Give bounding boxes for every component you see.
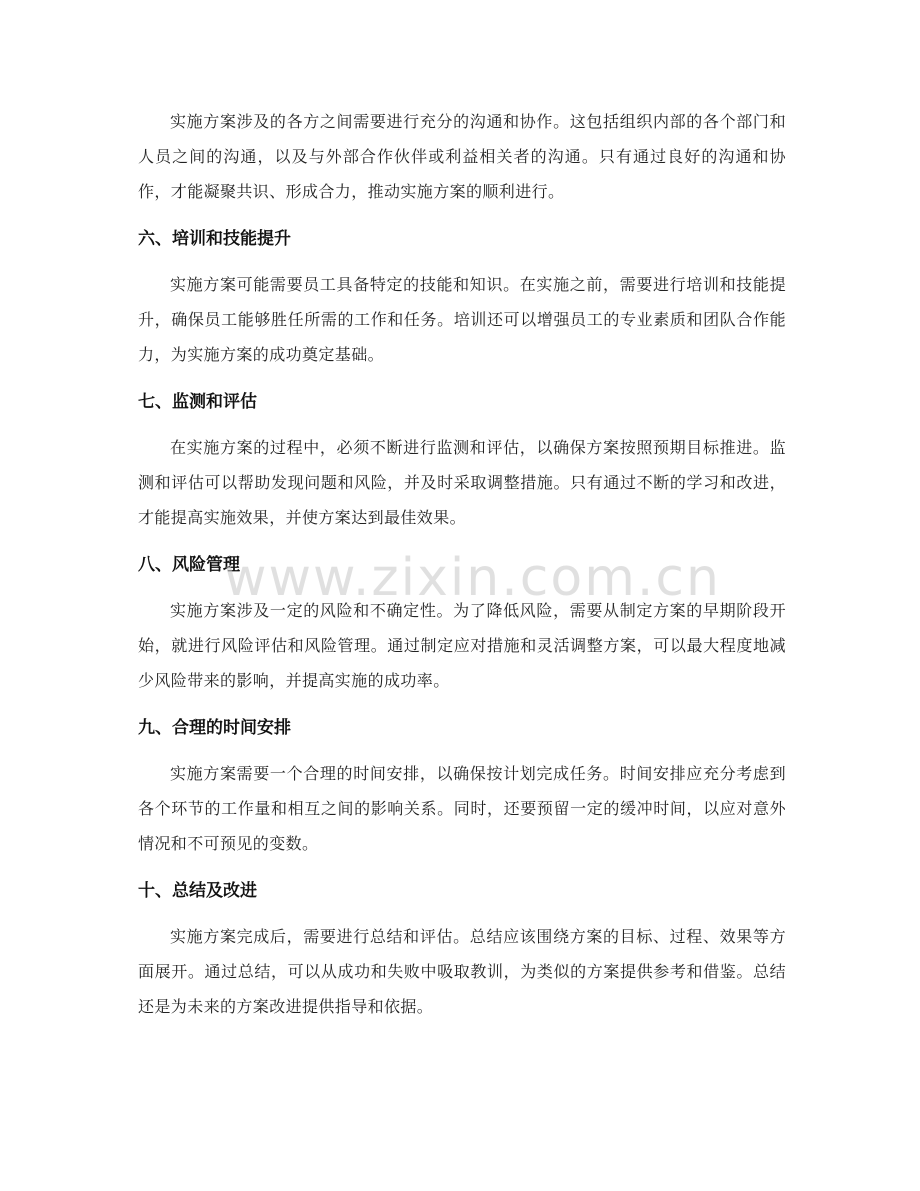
section-paragraph: 实施方案可能需要员工具备特定的技能和知识。在实施之前，需要进行培训和技能提升，确保员工能够胜任所需的工作和任务。培训还可以增强员工的专业素质和团队合作能力，为实施方案的成功奠定基础。 [138, 275, 786, 364]
section-heading: 九、合理的时间安排 [138, 718, 291, 738]
intro-paragraph: 实施方案涉及的各方之间需要进行充分的沟通和协作。这包括组织内部的各个部门和人员之间的沟通，以及与外部合作伙伴或利益相关者的沟通。只有通过良好的沟通和协作，才能凝聚共识、形成合力，推动实施方案的顺利进行。 [138, 112, 786, 201]
section-paragraph: 在实施方案的过程中，必须不断进行监测和评估，以确保方案按照预期目标推进。监测和评估可以帮助发现问题和风险，并及时采取调整措施。只有通过不断的学习和改进，才能提高实施效果，并使方案达到最佳效果。 [138, 438, 786, 527]
section-training [138, 225, 786, 372]
section-heading: 六、培训和技能提升 [138, 229, 291, 249]
section-heading: 八、风险管理 [138, 555, 240, 575]
section-schedule [138, 714, 786, 861]
section-paragraph: 实施方案完成后，需要进行总结和评估。总结应该围绕方案的目标、过程、效果等方面展开。通过总结，可以从成功和失败中吸取教训，为类似的方案提供参考和借鉴。总结还是为未来的方案改进提供指导和依据。 [138, 927, 786, 1016]
section-paragraph: 实施方案需要一个合理的时间安排，以确保按计划完成任务。时间安排应充分考虑到各个环节的工作量和相互之间的影响关系。同时，还要预留一定的缓冲时间，以应对意外情况和不可预见的变数。 [138, 764, 786, 853]
section-paragraph: 实施方案涉及一定的风险和不确定性。为了降低风险，需要从制定方案的早期阶段开始，就进行风险评估和风险管理。通过制定应对措施和灵活调整方案，可以最大程度地减少风险带来的影响，并提高实施的成功率。 [138, 601, 786, 690]
intro-section [138, 104, 786, 209]
section-heading: 七、监测和评估 [138, 392, 257, 412]
watermark: www.zixin.com.cn [224, 548, 721, 608]
section-monitoring [138, 388, 786, 535]
section-heading: 十、总结及改进 [138, 881, 257, 901]
section-summary [138, 877, 786, 1024]
